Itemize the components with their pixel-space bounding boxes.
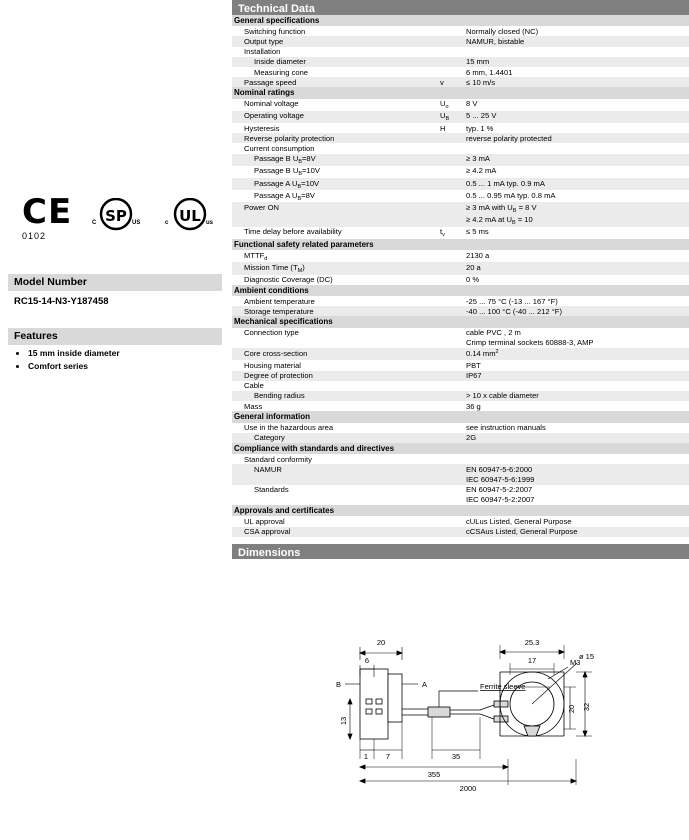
csa-logo-icon [90, 198, 142, 232]
table-row [232, 36, 689, 46]
model-number-heading: Model Number [8, 274, 222, 291]
spec-name: Core cross-section [232, 348, 438, 360]
spec-symbol [438, 36, 464, 46]
spec-value: ≥ 3 mA with $U_B = 8$ V [464, 202, 689, 214]
svg-text:SP: SP [105, 207, 127, 225]
spec-value: IEC 60947-5-6:1999 [464, 475, 689, 485]
spec-value: -25 ... 75 °C (-13 ... 167 °F) [464, 296, 689, 306]
spec-name: Standards [232, 485, 438, 495]
dim-label-7: 7 [385, 751, 391, 761]
spec-symbol [438, 133, 464, 143]
spec-symbol [438, 143, 464, 153]
table-row [232, 338, 689, 348]
table-row [232, 275, 689, 285]
spec-group-header [232, 285, 689, 296]
spec-symbol: $U_o$ [438, 99, 464, 111]
spec-value: 6 mm, 1.4401 [464, 67, 689, 77]
spec-name: NAMUR [232, 464, 438, 474]
dim-label-25-3: 25.3 [524, 637, 540, 647]
spec-symbol [438, 190, 464, 202]
table-row [232, 133, 689, 143]
spec-name [232, 475, 438, 485]
spec-symbol [438, 485, 464, 495]
spec-name: Diagnostic Coverage (DC) [232, 275, 438, 285]
spec-group-label: Mechanical specifications [232, 316, 689, 327]
left-column [0, 0, 230, 840]
spec-group-label: Nominal ratings [232, 87, 689, 98]
ul-c-label: c [165, 220, 169, 226]
dimensions-heading: Dimensions [232, 544, 689, 559]
spec-value: reverse polarity protected [464, 133, 689, 143]
spec-group-label: Approvals and certificates [232, 505, 689, 516]
list-item: • 15 mm inside diameter [28, 348, 120, 358]
table-row [232, 475, 689, 485]
spec-value: 0.14 $mm^2$ [464, 348, 689, 360]
spec-symbol: $U_B$ [438, 111, 464, 123]
table-row [232, 123, 689, 133]
dim-label-a: A [422, 679, 428, 689]
spec-name: Standard conformity [232, 454, 438, 464]
spec-name [232, 338, 438, 348]
spec-name: Passage A $U_B=10V$ [232, 178, 438, 190]
table-row [232, 381, 689, 391]
spec-symbol [438, 423, 464, 433]
spec-value: EN 60947-5-6:2000 [464, 464, 689, 474]
spec-symbol [438, 391, 464, 401]
spec-symbol [438, 433, 464, 443]
table-row [232, 262, 689, 274]
dim-label-b: B [336, 679, 342, 689]
spec-group-header [232, 15, 689, 26]
spec-symbol [438, 250, 464, 262]
spec-value: 2130 a [464, 250, 689, 262]
spec-name: UL approval [232, 516, 438, 526]
table-row [232, 495, 689, 505]
spec-value: IP67 [464, 371, 689, 381]
spec-value: 0 % [464, 275, 689, 285]
dim-label-17: 17 [527, 655, 537, 665]
spec-symbol: $t_v$ [438, 227, 464, 239]
spec-symbol: v [438, 77, 464, 87]
spec-name: Use in the hazardous area [232, 423, 438, 433]
dim-label-m3: M3 [570, 657, 581, 667]
spec-symbol [438, 47, 464, 57]
spec-symbol [438, 495, 464, 505]
spec-group-header [232, 316, 689, 327]
spec-value: ≤ 10 m/s [464, 77, 689, 87]
csa-c-label: C [92, 220, 97, 226]
table-row [232, 99, 689, 111]
spec-name: Hysteresis [232, 123, 438, 133]
spec-value: Normally closed (NC) [464, 26, 689, 36]
dim-label-32: 32 [582, 702, 591, 711]
dim-label-13: 13 [339, 716, 348, 725]
spec-name: Mass [232, 401, 438, 411]
table-row [232, 143, 689, 153]
spec-group-header [232, 505, 689, 516]
csa-us-label: US [132, 220, 141, 226]
spec-name: Power ON [232, 202, 438, 214]
spec-group-header [232, 443, 689, 454]
table-row [232, 360, 689, 370]
spec-symbol [438, 464, 464, 474]
table-row [232, 47, 689, 57]
spec-value: typ. 1 % [464, 123, 689, 133]
spec-group-label: Ambient conditions [232, 285, 689, 296]
spec-value: Crimp terminal sockets 60888-3, AMP [464, 338, 689, 348]
dim-label-20-right: 20 [567, 704, 576, 713]
table-row [232, 371, 689, 381]
spec-value: cable PVC , 2 m [464, 328, 689, 338]
csa-mark [90, 198, 142, 232]
spec-value: 2G [464, 433, 689, 443]
spec-group-label: General information [232, 411, 689, 422]
technical-data-heading: Technical Data [232, 0, 689, 15]
spec-symbol [438, 202, 464, 214]
table-row [232, 77, 689, 87]
dim-label-1: 1 [363, 751, 369, 761]
spec-name: Current consumption [232, 143, 438, 153]
spec-name: Passage B $U_B=10V$ [232, 166, 438, 178]
dim-label-2000: 2000 [459, 783, 477, 793]
spec-name: Passage speed [232, 77, 438, 87]
spec-name: Storage temperature [232, 306, 438, 316]
spec-name: Nominal voltage [232, 99, 438, 111]
spec-group-header [232, 87, 689, 98]
spec-value: PBT [464, 360, 689, 370]
spec-name: Inside diameter [232, 57, 438, 67]
spec-symbol: H [438, 123, 464, 133]
features-heading: Features [8, 328, 222, 345]
table-row [232, 154, 689, 166]
spec-name [232, 215, 438, 227]
spec-symbol [438, 381, 464, 391]
ul-mark [164, 198, 216, 232]
spec-name: Reverse polarity protection [232, 133, 438, 143]
spec-name: $MTTF_d$ [232, 250, 438, 262]
spec-value: > 10 x cable diameter [464, 391, 689, 401]
spec-group-label: Functional safety related parameters [232, 239, 689, 250]
spec-symbol [438, 67, 464, 77]
spec-symbol [438, 328, 464, 338]
dim-label-355: 355 [427, 769, 441, 779]
spec-value: cULus Listed, General Purpose [464, 516, 689, 526]
spec-symbol [438, 475, 464, 485]
spec-value [464, 381, 689, 391]
spec-symbol [438, 371, 464, 381]
dim-label-20: 20 [376, 637, 386, 647]
spec-symbol [438, 26, 464, 36]
table-row [232, 454, 689, 464]
spec-symbol [438, 178, 464, 190]
spec-value: -40 ... 100 °C (-40 ... 212 °F) [464, 306, 689, 316]
right-column [232, 0, 689, 840]
table-row [232, 178, 689, 190]
spec-group-label: General specifications [232, 15, 689, 26]
spec-name: Installation [232, 47, 438, 57]
table-row [232, 215, 689, 227]
spec-symbol [438, 527, 464, 537]
spec-symbol [438, 401, 464, 411]
spec-value: cCSAus Listed, General Purpose [464, 527, 689, 537]
spec-symbol [438, 348, 464, 360]
table-row [232, 111, 689, 123]
dim-label-dia-15: ø 15 [579, 651, 595, 661]
spec-name: Operating voltage [232, 111, 438, 123]
spec-value: ≥ 4.2 mA at $U_B = 10$ [464, 215, 689, 227]
table-row [232, 190, 689, 202]
spec-name: Switching function [232, 26, 438, 36]
spec-name: Housing material [232, 360, 438, 370]
spec-value: EN 60947-5-2:2007 [464, 485, 689, 495]
spec-value [464, 47, 689, 57]
table-row [232, 26, 689, 36]
spec-symbol [438, 296, 464, 306]
spec-name: Ambient temperature [232, 296, 438, 306]
spec-symbol [438, 338, 464, 348]
spec-symbol [438, 215, 464, 227]
spec-value [464, 454, 689, 464]
spec-value [464, 143, 689, 153]
spec-symbol [438, 275, 464, 285]
spec-name [232, 495, 438, 505]
spec-symbol [438, 360, 464, 370]
spec-value: NAMUR, bistable [464, 36, 689, 46]
ce-notified-body-number: 0102 [22, 231, 47, 241]
table-row [232, 485, 689, 495]
spec-value: 0.5 ... 0.95 mA typ. 0.8 mA [464, 190, 689, 202]
features-list [16, 348, 120, 374]
dim-label-6: 6 [364, 655, 370, 665]
approval-marks [12, 192, 222, 255]
spec-symbol [438, 306, 464, 316]
spec-value: IEC 60947-5-2:2007 [464, 495, 689, 505]
spec-symbol [438, 57, 464, 67]
spec-name: Connection type [232, 328, 438, 338]
table-row [232, 464, 689, 474]
spec-symbol [438, 154, 464, 166]
table-row [232, 401, 689, 411]
ce-mark-label: CE [22, 192, 73, 232]
table-row [232, 250, 689, 262]
table-row [232, 202, 689, 214]
table-row [232, 296, 689, 306]
spec-symbol [438, 166, 464, 178]
ul-logo-icon [164, 198, 216, 232]
spec-name: Mission Time $(T_M)$ [232, 262, 438, 274]
spec-value: ≤ 5 ms [464, 227, 689, 239]
ce-mark [22, 192, 84, 241]
table-row [232, 57, 689, 67]
spec-name: Measuring cone [232, 67, 438, 77]
ferrite-sleeve-label: Ferrite sleeve [480, 681, 526, 691]
spec-value: ≥ 3 mA [464, 154, 689, 166]
dimensions-drawing [232, 559, 689, 794]
table-row [232, 423, 689, 433]
table-row [232, 67, 689, 77]
spec-group-header [232, 411, 689, 422]
spec-group-label: Compliance with standards and directives [232, 443, 689, 454]
spec-value: 8 V [464, 99, 689, 111]
technical-data-table [232, 15, 689, 537]
spec-value: ≥ 4.2 mA [464, 166, 689, 178]
ul-us-label: us [206, 220, 214, 226]
spec-symbol [438, 454, 464, 464]
spec-value: see instruction manuals [464, 423, 689, 433]
table-row [232, 527, 689, 537]
spec-name: Cable [232, 381, 438, 391]
dimension-drawing-svg [232, 559, 689, 794]
table-row [232, 516, 689, 526]
spec-value: 36 g [464, 401, 689, 411]
dim-label-35: 35 [451, 751, 461, 761]
table-row [232, 328, 689, 338]
spec-value: 0.5 ... 1 mA typ. 0.9 mA [464, 178, 689, 190]
spec-symbol [438, 516, 464, 526]
model-number-value: RC15-14-N3-Y187458 [14, 296, 109, 307]
svg-text:UL: UL [179, 207, 201, 225]
spec-name: Time delay before availability [232, 227, 438, 239]
spec-symbol [438, 262, 464, 274]
table-row [232, 166, 689, 178]
spec-value: 20 a [464, 262, 689, 274]
spec-name: Degree of protection [232, 371, 438, 381]
spec-group-header [232, 239, 689, 250]
spec-value: 15 mm [464, 57, 689, 67]
table-row [232, 348, 689, 360]
spec-name: Passage B $U_B=8V$ [232, 154, 438, 166]
list-item: • Comfort series [28, 361, 120, 371]
table-row [232, 306, 689, 316]
table-row [232, 227, 689, 239]
spec-value: 5 ... 25 V [464, 111, 689, 123]
spec-name: Category [232, 433, 438, 443]
spec-name: Passage A $U_B=8V$ [232, 190, 438, 202]
table-row [232, 433, 689, 443]
spec-name: Bending radius [232, 391, 438, 401]
spec-name: Output type [232, 36, 438, 46]
table-row [232, 391, 689, 401]
spec-name: CSA approval [232, 527, 438, 537]
